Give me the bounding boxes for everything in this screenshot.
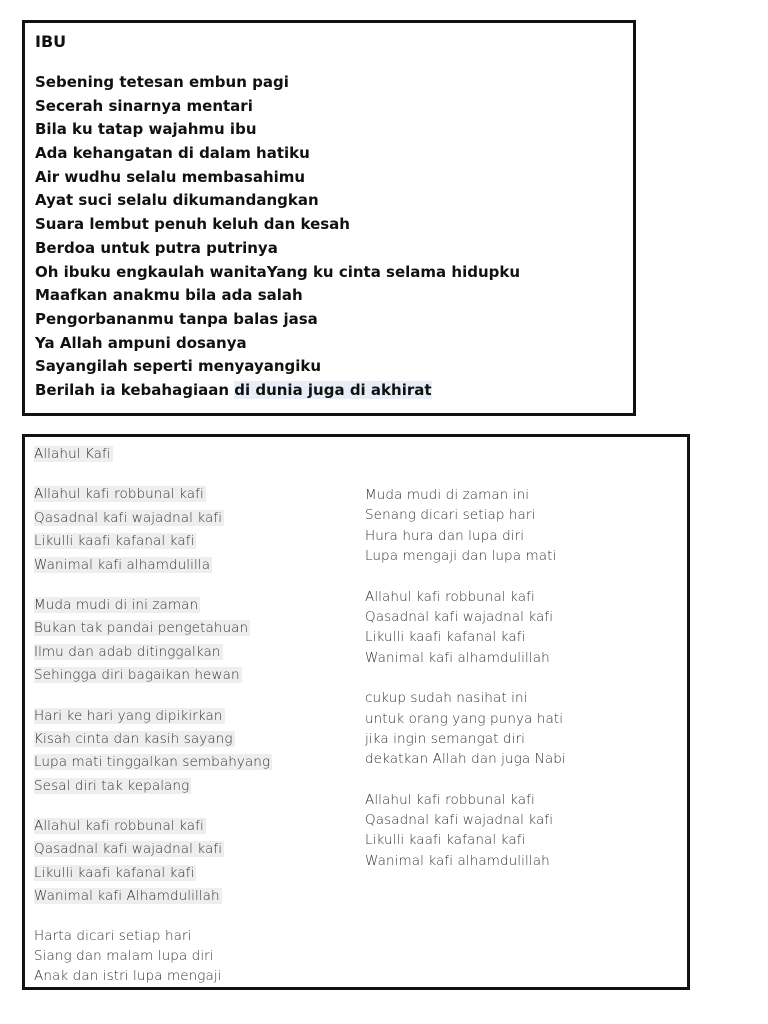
poem-line: Allahul kafi robbunal kafi (365, 791, 535, 808)
poem-ibu-box (22, 20, 636, 416)
poem-title: Allahul Kafi (34, 446, 111, 462)
poem-line: Muda mudi di ini zaman (34, 596, 199, 613)
poem-line: Likulli kaafi kafanal kafi (34, 533, 195, 550)
poem-line: Muda mudi di zaman ini (365, 487, 530, 503)
highlighted-text: di dunia juga di akhirat (234, 380, 432, 399)
poem-line: dekatkan Allah dan juga Nabi (365, 751, 566, 768)
poem-line: Sebening tetesan embun pagi (35, 73, 289, 91)
poem-allahul-kafi-box (22, 434, 690, 990)
poem-line: Ilmu dan adab ditinggalkan (34, 643, 221, 660)
poem-line: Allahul kafi robbunal kafi (34, 486, 204, 503)
poem-line: Lupa mati tinggalkan sembahyang (34, 754, 271, 771)
poem-line: Siang dan malam lupa diri (34, 947, 214, 964)
poem-line: Pengorbananmu tanpa balas jasa (35, 309, 318, 328)
poem-line: cukup sudah nasihat ini (365, 690, 528, 707)
poem-line: Sehingga diri bagaikan hewan (34, 667, 240, 684)
poem-line: Sayangilah seperti menyayangiku (35, 357, 322, 376)
poem-line: Likulli kaafi kafanal kafi (365, 629, 526, 646)
poem-line: Wanimal kafi alhamdulillah (365, 649, 550, 666)
poem-line-last-a: Berilah ia kebahagiaan (35, 380, 235, 399)
poem-line: Hari ke hari yang dipikirkan (34, 707, 223, 724)
poem-lines (35, 71, 520, 403)
poem-line-cut: Wanimal kafi alhamdulillah (365, 852, 550, 869)
poem-line: Ada kehangatan di dalam hatiku (35, 144, 310, 163)
poem-line-last (35, 379, 520, 403)
poem-line: Ya Allah ampuni dosanya (35, 333, 247, 352)
poem-line: Qasadnal kafi wajadnal kafi (34, 509, 223, 526)
poem-line: Oh ibuku engkaulah wanitaYang ku cinta selama hidupku (35, 262, 521, 281)
poem-line: Likulli kaafi kafanal kafi (365, 832, 526, 849)
poem-line: Qasadnal kafi wajadnal kafi (365, 812, 554, 829)
poem-line: Lupa mengaji dan lupa mati (365, 548, 557, 565)
poem-line: Wanimal kafi Alhamdulillah (34, 888, 220, 905)
poem-line: Qasadnal kafi wajadnal kafi (34, 841, 223, 858)
poem-line: Likulli kaafi kafanal kafi (34, 864, 195, 881)
poem-line: Allahul kafi robbunal kafi (34, 818, 204, 835)
poem-column-right (365, 485, 566, 871)
poem-line: untuk orang yang punya hati (365, 710, 564, 727)
poem-line: Berdoa untuk putra putrinya (35, 238, 278, 257)
poem-line: Allahul kafi robbunal kafi (365, 588, 535, 605)
poem-line: Bukan tak pandai pengetahuan (34, 620, 249, 637)
poem-line: Ayat suci selalu dikumandangkan (35, 191, 319, 210)
poem-line: Qasadnal kafi wajadnal kafi (365, 608, 554, 625)
poem-line: jika ingin semangat diri (365, 730, 525, 747)
poem-line: Maafkan anakmu bila ada salah (35, 286, 303, 305)
poem-line: Secerah sinarnya mentari (35, 96, 253, 115)
poem-line: Suara lembut penuh keluh dan kesah (35, 215, 350, 234)
poem-line: Kisah cinta dan kasih sayang (34, 730, 233, 747)
poem-column-left (34, 443, 272, 986)
poem-line: Sesal diri tak kepalang (34, 777, 190, 794)
poem-title: IBU (35, 32, 67, 51)
poem-line: Harta dicari setiap hari (34, 927, 192, 944)
poem-line: Senang dicari setiap hari (365, 507, 536, 524)
poem-line: Bila ku tatap wajahmu ibu (35, 120, 257, 139)
poem-line: Wanimal kafi alhamdulilla (34, 556, 211, 573)
poem-line: Anak dan istri lupa mengaji (34, 967, 222, 984)
poem-line: Hura hura dan lupa diri (365, 527, 525, 544)
poem-line: Air wudhu selalu membasahimu (35, 167, 306, 186)
